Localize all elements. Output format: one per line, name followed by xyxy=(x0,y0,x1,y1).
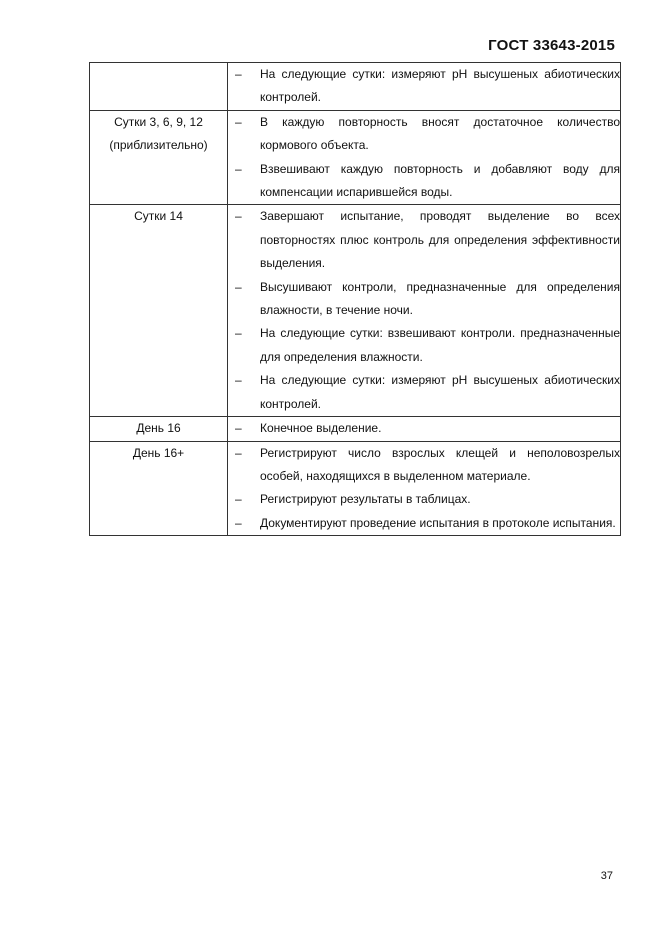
list-item-text: Взвешивают каждую повторность и добавляют воду для компенсации испарившейся воды. xyxy=(260,161,620,200)
action-cell xyxy=(228,441,621,536)
list-item xyxy=(228,63,620,110)
list-item xyxy=(228,158,620,205)
day-cell xyxy=(90,441,228,536)
list-item xyxy=(228,205,620,275)
day-cell xyxy=(90,63,228,111)
list-item xyxy=(228,276,620,323)
dash-bullet: – xyxy=(235,114,242,129)
list-item-text: Регистрируют число взрослых клещей и неполовозрелых особей, находящихся в выделенном материале. xyxy=(260,445,620,483)
list-item-text: На следующие сутки: взвешивают контроли. предназначенные для определения влажности. xyxy=(260,326,620,364)
table-body xyxy=(90,63,621,536)
day-label: (приблизительно) xyxy=(109,138,208,153)
dash-bullet: – xyxy=(235,326,242,341)
list-item xyxy=(228,512,620,535)
dash-bullet: – xyxy=(235,279,242,294)
table-row xyxy=(90,417,621,441)
action-cell xyxy=(228,110,621,205)
day-cell xyxy=(90,110,228,205)
list-item-text: Конечное выделение. xyxy=(260,421,382,436)
list-item xyxy=(228,111,620,158)
list-item-text: Высушивают контроли, предназначенные для определения влажности, в течение ночи. xyxy=(260,279,620,318)
dash-bullet: – xyxy=(235,492,242,507)
list-item xyxy=(228,417,620,440)
table-row xyxy=(90,110,621,205)
day-cell xyxy=(90,417,228,441)
list-item-text: В каждую повторность вносят достаточное количество кормового объекта. xyxy=(260,114,620,153)
list-item-text: На следующие сутки: измеряют pH высушеных абиотических контролей. xyxy=(260,67,620,105)
day-label: Сутки 14 xyxy=(134,209,183,224)
dash-bullet: – xyxy=(235,161,242,176)
day-label: Сутки 3, 6, 9, 12 xyxy=(114,114,203,129)
table-row xyxy=(90,63,621,111)
list-item xyxy=(228,369,620,416)
list-item xyxy=(228,442,620,489)
list-item-text: Документируют проведение испытания в протоколе испытания. xyxy=(260,515,616,530)
list-item-text: На следующие сутки: измеряют pH высушеных абиотических контролей. xyxy=(260,373,620,411)
list-item xyxy=(228,488,620,511)
page-number: 37 xyxy=(600,870,613,882)
action-cell xyxy=(228,417,621,441)
dash-bullet: – xyxy=(235,445,242,460)
table-row xyxy=(90,441,621,536)
day-label: День 16 xyxy=(136,421,181,436)
dash-bullet: – xyxy=(235,515,242,530)
list-item-text: Завершают испытание, проводят выделение во всех повторностях плюс контроль для определения эффективности выделения. xyxy=(260,209,620,271)
action-cell xyxy=(228,63,621,111)
list-item-text: Регистрируют результаты в таблицах. xyxy=(260,492,471,507)
dash-bullet: – xyxy=(235,421,242,436)
dash-bullet: – xyxy=(235,373,242,388)
table-row xyxy=(90,205,621,417)
dash-bullet: – xyxy=(235,209,242,224)
action-cell xyxy=(228,205,621,417)
document-code-header: ГОСТ 33643-2015 xyxy=(488,37,615,54)
day-cell xyxy=(90,205,228,417)
procedure-schedule-table xyxy=(89,62,621,536)
day-label: День 16+ xyxy=(132,445,185,460)
list-item xyxy=(228,322,620,369)
dash-bullet: – xyxy=(235,67,242,81)
